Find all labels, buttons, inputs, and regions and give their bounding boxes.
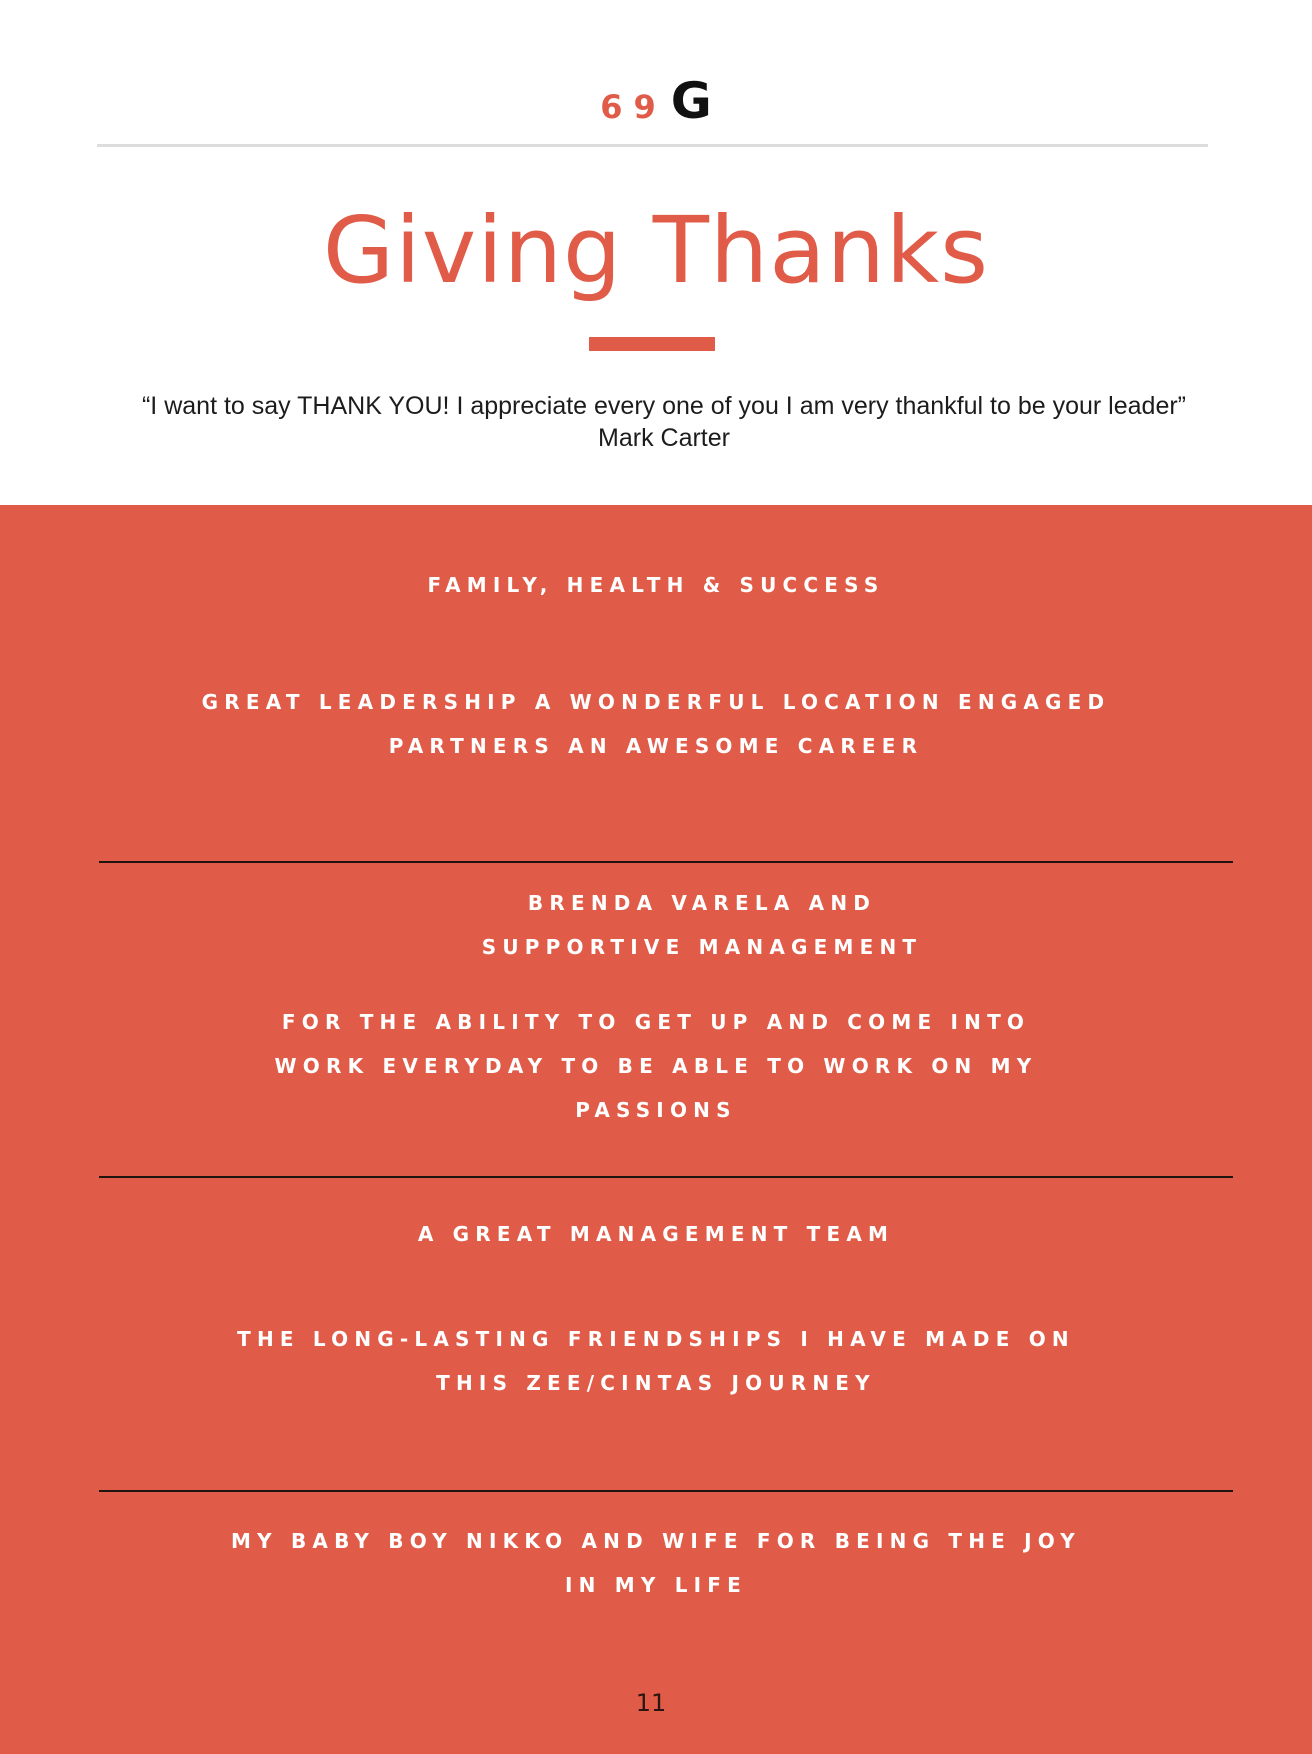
gratitude-item: GREAT LEADERSHIP A WONDERFUL LOCATION ENGAGED PARTNERS AN AWESOME CAREER — [201, 690, 1111, 758]
page-number: 11 — [635, 1689, 667, 1717]
brand-logo — [0, 72, 1312, 130]
brand-number: 69 — [600, 88, 667, 126]
gratitude-item: MY BABY BOY NIKKO AND WIFE FOR BEING THE JOY IN MY LIFE — [231, 1529, 1081, 1597]
section-divider — [99, 1176, 1233, 1178]
gratitude-item: BRENDA VARELA AND SUPPORTIVE MANAGEMENT — [481, 891, 923, 959]
page-title: Giving Thanks — [322, 197, 990, 304]
page-header — [0, 0, 1312, 505]
section-divider — [99, 1490, 1233, 1492]
quote-text: “I want to say THANK YOU! I appreciate every one of you I am very thankful to be your leader” — [141, 392, 1187, 420]
gratitude-item: FAMILY, HEALTH & SUCCESS — [427, 573, 885, 597]
gratitude-item: THE LONG-LASTING FRIENDSHIPS I HAVE MADE ON THIS ZEE/CINTAS JOURNEY — [237, 1327, 1075, 1395]
leader-quote — [0, 390, 1312, 454]
quote-author: Mark Carter — [598, 424, 730, 452]
section-divider — [99, 861, 1233, 863]
title-accent-bar — [589, 337, 715, 351]
header-rule — [97, 144, 1208, 147]
gratitude-item: FOR THE ABILITY TO GET UP AND COME INTO WORK EVERYDAY TO BE ABLE TO WORK ON MY PASSIONS — [274, 1010, 1038, 1122]
gratitude-item: A GREAT MANAGEMENT TEAM — [417, 1222, 895, 1246]
brand-letter: G — [670, 72, 712, 130]
